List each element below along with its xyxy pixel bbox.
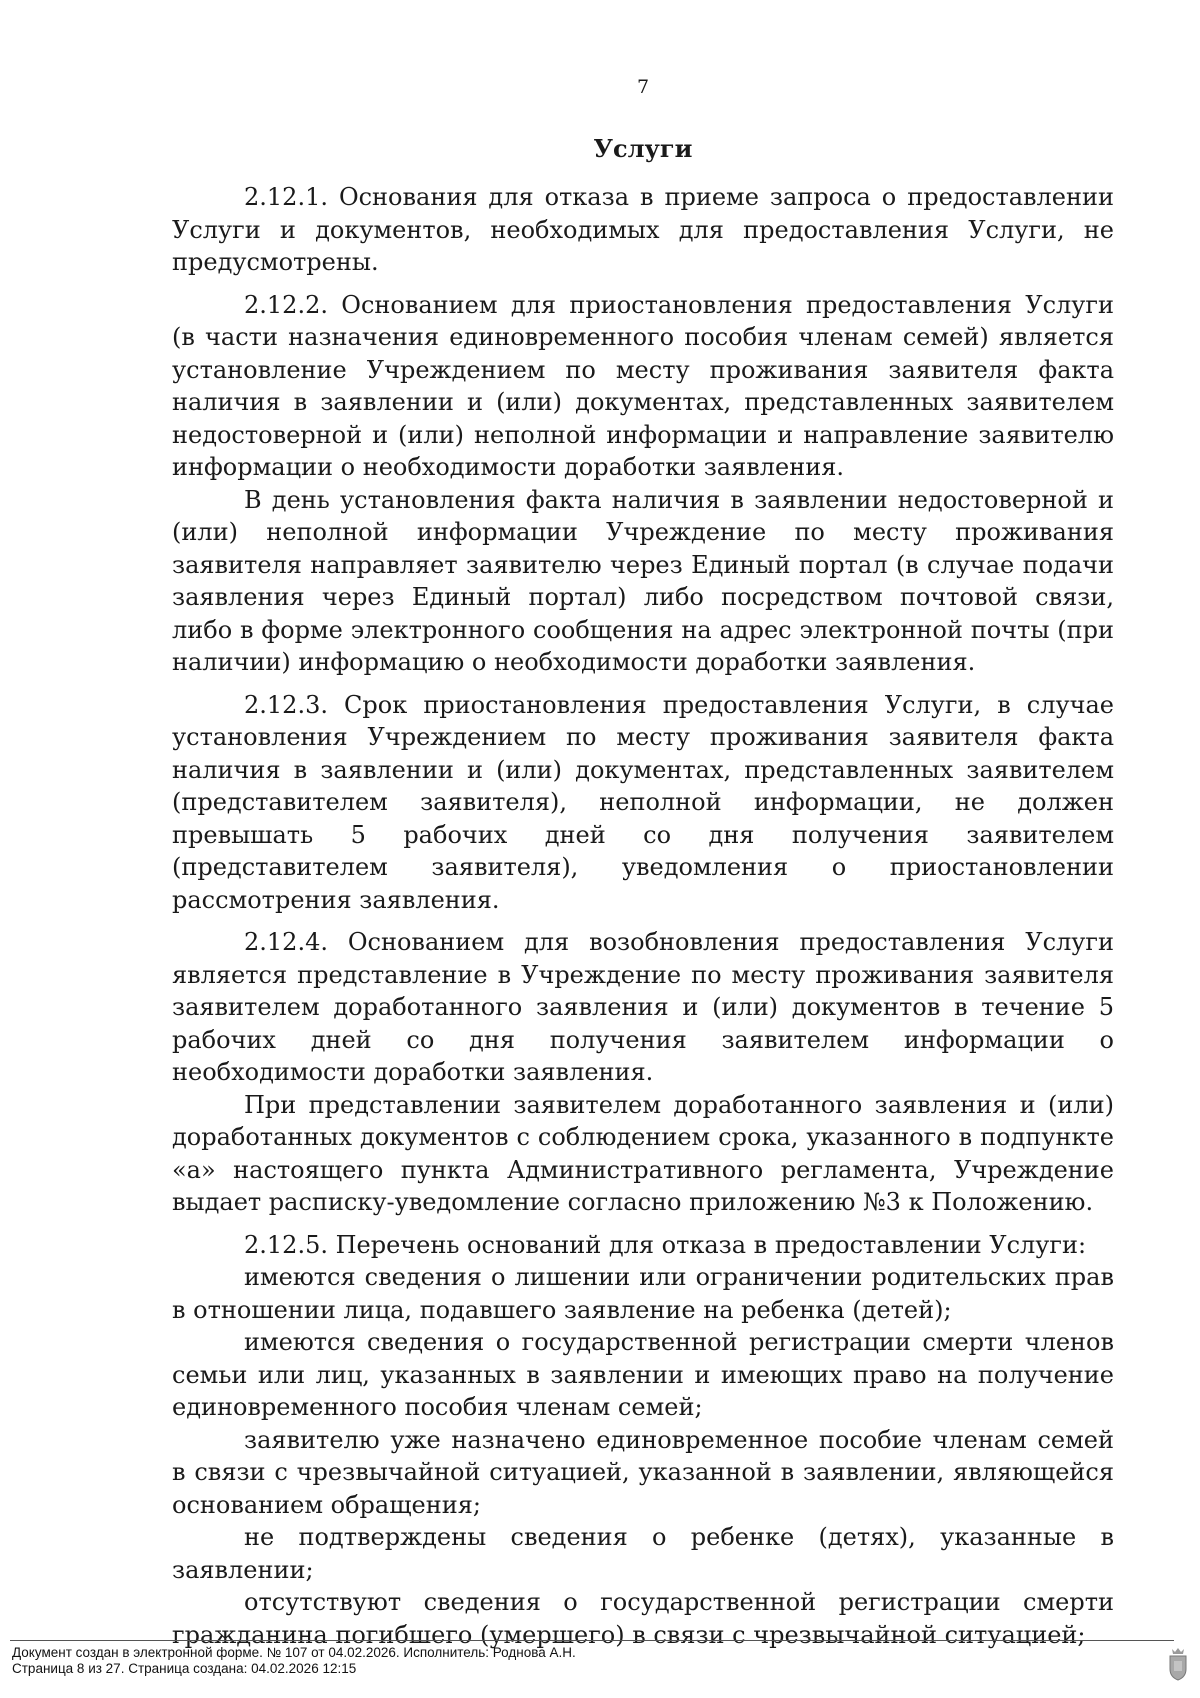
paragraph-2-12-1: 2.12.1. Основания для отказа в приеме запроса о предоставлении Услуги и документов, необходимых для предоставления Услуги, не предусмотрены. (172, 183, 1114, 276)
paragraph-notification-day: В день установления факта наличия в заявлении недостоверной и (или) неполной информации Учреждение по месту проживания заявителя направляет заявителю через Единый портал (в случае подачи заявления через Единый портал) либо посредством почтовой связи, либо в форме электронного сообщения на адрес электронной почты (при наличии) информацию о необходимости доработки заявления. (172, 485, 1114, 676)
list-item-refusal-reason: имеются сведения о государственной регистрации смерти членов семьи или лиц, указанных в заявлении и имеющих право на получение единовременного пособия членам семей; (172, 1328, 1114, 1421)
footer (12, 1645, 576, 1677)
footer-page-info: Страница 8 из 27. Страница создана: 04.02.2026 12:15 (12, 1661, 357, 1676)
document-body (172, 181, 1114, 1651)
paragraph-receipt-notice: При представлении заявителем доработанного заявления и (или) доработанных документов с соблюдением срока, указанного в подпункте «а» настоящего пункта Административного регламента, Учреждение выдает расписку-уведомление согласно приложению №3 к Положению. (172, 1090, 1114, 1216)
list-item-refusal-reason: заявителю уже назначено единовременное пособие членам семей в связи с чрезвычайной ситуацией, указанной в заявлении, являющейся основанием обращения; (172, 1425, 1114, 1519)
paragraph-2-12-4: 2.12.4. Основанием для возобновления предоставления Услуги является представление в Учреждение по месту проживания заявителя заявителем доработанного заявления и (или) документов в течение 5 рабочих дней со дня получения заявителем информации о необходимости доработки заявления. (172, 928, 1114, 1086)
paragraph-2-12-3: 2.12.3. Срок приостановления предоставления Услуги, в случае установления Учреждением по месту проживания заявителя факта наличия в заявлении и (или) документах, представленных заявителем (представителем заявителя), неполной информации, не должен превышать 5 рабочих дней со дня получения заявителем (представителем заявителя), уведомления о приостановлении рассмотрения заявления. (172, 690, 1114, 914)
list-item-refusal-reason: имеются сведения о лишении или ограничении родительских прав в отношении лица, подавшего заявление на ребенка (детей); (172, 1263, 1114, 1324)
section-title: Услуги (593, 134, 693, 163)
list-item-refusal-reason: не подтверждены сведения о ребенке (детях), указанные в заявлении; (172, 1523, 1114, 1584)
paragraph-2-12-5: 2.12.5. Перечень оснований для отказа в предоставлении Услуги: (244, 1230, 1087, 1259)
footer-document-info: Документ создан в электронной форме. № 107 от 04.02.2026. Исполнитель: Роднова А.Н. (12, 1645, 576, 1660)
page-number: 7 (636, 76, 650, 98)
list-item-refusal-reason: отсутствуют сведения о государственной регистрации смерти гражданина погибшего (умершего) в связи с чрезвычайной ситуацией; (172, 1588, 1114, 1649)
footer-divider (10, 1640, 1174, 1641)
coat-of-arms-icon (1168, 1647, 1188, 1681)
paragraph-2-12-2: 2.12.2. Основанием для приостановления предоставления Услуги (в части назначения единовременного пособия членам семей) является установление Учреждением по месту проживания заявителя факта наличия в заявлении и (или) документах, представленных заявителем недостоверной и (или) неполной информации и направление заявителю информации о необходимости доработки заявления. (172, 290, 1114, 481)
